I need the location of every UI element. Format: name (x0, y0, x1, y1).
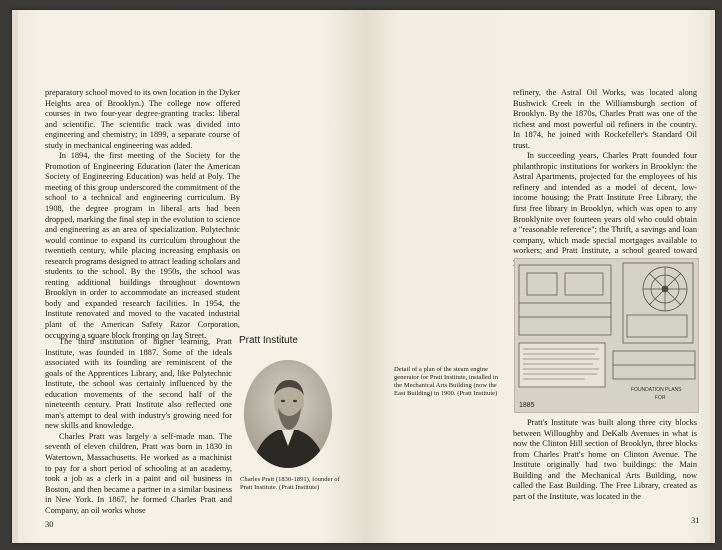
page-number-left: 30 (45, 519, 54, 529)
left-page (12, 10, 364, 543)
right-text-lower (513, 418, 697, 502)
paragraph: In succeeding years, Charles Pratt founded four philanthropic institutions for workers in Brooklyn: the Astral Apartments, projected for the employees of his refinery and intended as a model of decent, low-income housing; the Pratt Institute Free Library, the first free library in Brooklyn, which was open to any Brooklynite over fourteen years old who could obtain a "reasonable reference"; the Thrift, a savings and loan company, which made special mortgages available to workers; and Pratt Institute, a school geared toward (513, 151, 697, 256)
left-text-upper (45, 88, 240, 341)
paragraph: Charles Pratt was largely a self-made man. The seventh of eleven children, Pratt was born in 1830 in Watertown, Massachusetts. He worked as a machinist to pay for a short period of schooling at an academy, took a job as a clerk in a paint and oil business in Boston, and then became a partner in a similar business in New York. In 1867, he formed Charles Pratt and Company, an oil works whose (45, 431, 232, 515)
page-number-right: 31 (691, 515, 700, 525)
section-heading: Pratt Institute (239, 335, 298, 346)
book-spread (12, 10, 715, 543)
plan-label-bottom: FOR (655, 395, 666, 401)
left-text-lower (45, 337, 232, 516)
plan-year: 1885 (519, 402, 535, 409)
right-text-upper (513, 88, 697, 267)
paragraph: In 1894, the first meeting of the Society for the Promotion of Engineering Education (later the American Society of Engineering Education) was held at Poly. The meeting of this group underscored the commitment of the school to a technical and engineering curriculum. By 1908, the degree program in liberal arts had been dropped, marking the final step in the evolution to science and engineering as an area of specialization. Polytechnic would continue to expand its curriculum throughout the twentieth century, while placing increasing emphasis on research programs designed to attract leading scholars and students to the school. By the 1950s, the school was renting additional buildings throughout downtown Brooklyn in order to accommodate an increased student body and expanded research facilities. In 1954, the Institute renovated and moved to the vacated industrial plant of the American Safety Razor Corporation, occupying a square block fronting on Jay Street. (45, 151, 240, 340)
portrait-caption: Charles Pratt (1830-1891), founder of Pratt Institute. (Pratt Institute) (240, 476, 340, 492)
paragraph: The third institution of higher learning, Pratt Institute, was founded in 1887. Some of the ideals associated with its founding are reminiscent of the goals of the Apprentices Library, and, like Polytechnic Institute, the school was certainly influenced by the education movements of the second half of the nineteenth century. Pratt Institute also reflected one man's attempt to deal with industry's growing need for new skills and knowledge. (45, 337, 232, 431)
page-edge (710, 10, 715, 543)
paragraph: Pratt's Institute was built along three city blocks between Willoughby and DeKalb Avenues in what is now the Clinton Hill section of Brooklyn, three blocks from Charles Pratt's home on Clinton Avenue. The Institute originally had two buildings: the Main Building and the Mechanical Arts Building, now called the East Building. The Free Library, created as part of the Institute, was located in the (513, 418, 697, 501)
paragraph: preparatory school moved to its own location in the Dyker Heights area of Brooklyn.) The college now offered courses in two four-year degree-granting tracks: liberal and scientific. The scientific track was divided into engineering and chemistry; in 1899, a separate course of study in mechanical engineering was added. (45, 88, 240, 150)
engine-plan-drawing (514, 258, 699, 413)
plan-illustration (515, 259, 698, 412)
paragraph: refinery, the Astral Oil Works, was located along Bushwick Creek in the Williamsburgh section of Brooklyn. By the 1870s, Charles Pratt was one of the richest and most powerful oil refiners in the country. In 1874, he joined with Rockefeller's Standard Oil trust. (513, 88, 697, 150)
plan-label-top: FOUNDATION PLANS (631, 387, 682, 393)
portrait-image (244, 360, 332, 468)
charles-pratt-portrait (244, 360, 332, 468)
plan-caption: Detail of a plan of the steam engine generator for Pratt Institute, installed in the Mechanical Arts Building (now the East Building) in 1900. (Pratt Institute) (394, 366, 499, 398)
page-edge (12, 10, 18, 543)
